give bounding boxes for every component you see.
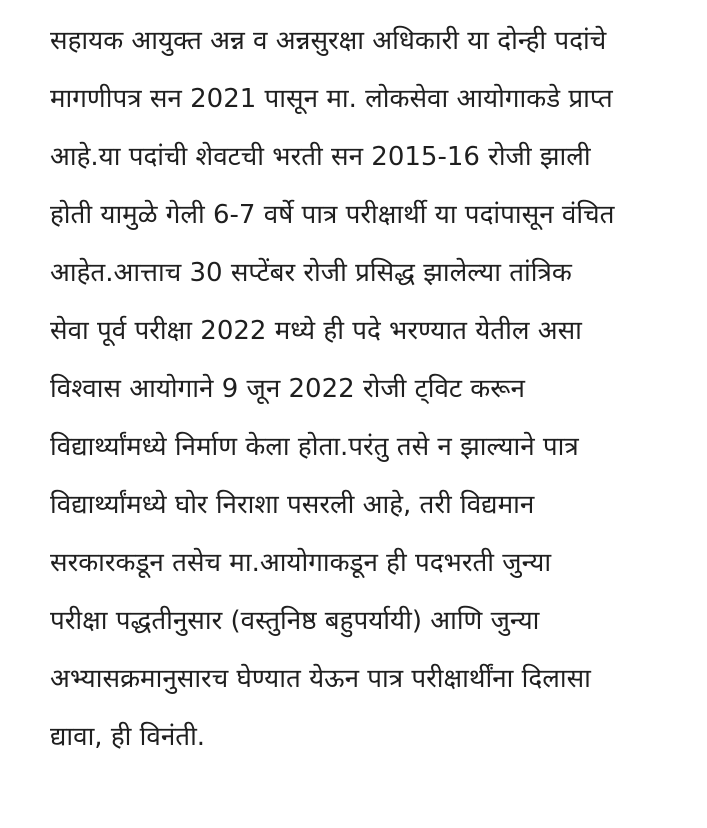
paragraph-line: विद्यार्थ्यांमध्ये घोर निराशा पसरली आहे, तरी विद्यमान	[50, 490, 535, 520]
paragraph-line: मागणीपत्र सन 2021 पासून मा. लोकसेवा आयोगाकडे प्राप्त	[50, 84, 613, 114]
body-paragraph	[50, 12, 695, 766]
paragraph-line: सहायक आयुक्त अन्न व अन्नसुरक्षा अधिकारी या दोन्ही पदांचे	[50, 26, 607, 56]
paragraph-line: विश्वास आयोगाने 9 जून 2022 रोजी ट्विट करून	[50, 374, 525, 404]
paragraph-line: विद्यार्थ्यांमध्ये निर्माण केला होता.परंतु तसे न झाल्याने पात्र	[50, 432, 579, 462]
paragraph-line: आहेत.आत्ताच 30 सप्टेंबर रोजी प्रसिद्ध झालेल्या तांत्रिक	[50, 258, 572, 288]
paragraph-line: सरकारकडून तसेच मा.आयोगाकडून ही पदभरती जुन्या	[50, 548, 552, 578]
paragraph-line: परीक्षा पद्धतीनुसार (वस्तुनिष्ठ बहुपर्यायी) आणि जुन्या	[50, 606, 540, 636]
paragraph-line: आहे.या पदांची शेवटची भरती सन 2015-16 रोजी झाली	[50, 142, 591, 172]
paragraph-line: अभ्यासक्रमानुसारच घेण्यात येऊन पात्र परीक्षार्थींना दिलासा	[50, 664, 591, 694]
paragraph-line: सेवा पूर्व परीक्षा 2022 मध्ये ही पदे भरण्यात येतील असा	[50, 316, 582, 346]
paragraph-line: द्यावा, ही विनंती.	[50, 722, 206, 752]
paragraph-line: होती यामुळे गेली 6-7 वर्षे पात्र परीक्षार्थी या पदांपासून वंचित	[50, 200, 615, 230]
